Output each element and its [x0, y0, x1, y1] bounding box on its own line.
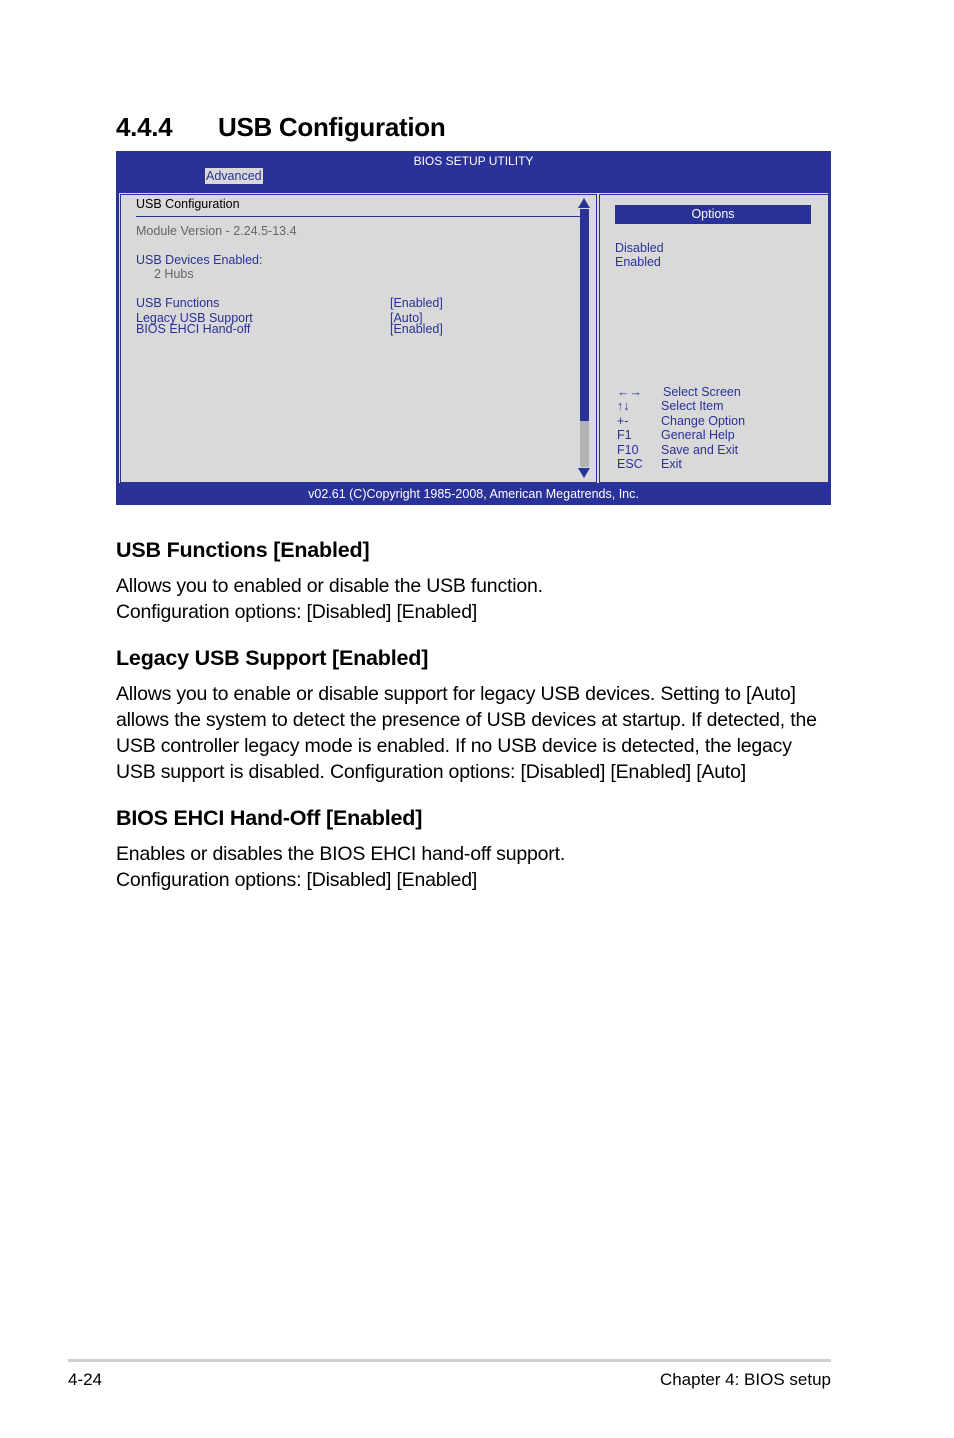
help-change-option: Change Option [661, 414, 746, 428]
help-key-plus-minus: +- [617, 414, 629, 428]
bios-main-area [119, 193, 828, 483]
bios-left-pane [120, 194, 597, 483]
bios-item-ehci-handoff[interactable]: BIOS EHCI Hand-off [136, 322, 251, 336]
text-line: USB support is disabled. Configuration options: [Disabled] [Enabled] [Auto] [116, 761, 746, 783]
usb-devices-value: 2 Hubs [154, 267, 194, 281]
help-key-arrows-ud: ↑↓ [617, 399, 630, 413]
text-line: Configuration options: [Disabled] [Enabled] [116, 869, 478, 891]
chapter-label: Chapter 4: BIOS setup [659, 1370, 831, 1389]
option-disabled[interactable]: Disabled [615, 241, 664, 255]
heading-legacy-usb: Legacy USB Support [Enabled] [116, 646, 429, 670]
heading-usb-functions: USB Functions [Enabled] [116, 538, 370, 562]
text-line: Enables or disables the BIOS EHCI hand-off support. [116, 843, 566, 865]
section-title [116, 112, 445, 143]
bios-value-ehci-handoff[interactable]: [Enabled] [390, 322, 443, 336]
text-line: Allows you to enable or disable support for legacy USB devices. Setting to [Auto] [116, 683, 796, 705]
heading-divider [136, 216, 580, 217]
bios-item-usb-functions[interactable]: USB Functions [136, 296, 220, 310]
bios-footer: v02.61 (C)Copyright 1985-2008, American Megatrends, Inc. [308, 487, 639, 501]
paragraph-ehci-handoff [116, 841, 846, 893]
paragraph-legacy-usb [116, 681, 846, 785]
paragraph-usb-functions [116, 573, 846, 625]
options-header: Options [615, 205, 811, 224]
help-select-item: Select Item [661, 399, 724, 413]
heading-ehci-handoff: BIOS EHCI Hand-Off [Enabled] [116, 806, 423, 830]
bios-value-usb-functions[interactable]: [Enabled] [390, 296, 443, 310]
footer-divider [68, 1359, 831, 1362]
help-exit: Exit [661, 457, 682, 471]
scrollbar-thumb[interactable] [580, 209, 589, 421]
text-line: allows the system to detect the presence of USB devices at startup. If detected, the [116, 709, 817, 731]
text-line: USB controller legacy mode is enabled. If no USB device is detected, the legacy [116, 735, 792, 757]
option-enabled[interactable]: Enabled [615, 255, 661, 269]
help-key-esc: ESC [617, 457, 643, 471]
scroll-up-arrow-icon[interactable] [577, 197, 591, 209]
text-line: Allows you to enabled or disable the USB function. [116, 575, 543, 597]
section-number: 4.4.4 [116, 112, 173, 142]
text-line: Configuration options: [Disabled] [Enabled] [116, 601, 478, 623]
bios-value-legacy-usb[interactable]: [Auto] [390, 311, 423, 325]
scroll-down-arrow-icon[interactable] [577, 467, 591, 479]
bios-title: BIOS SETUP UTILITY [413, 154, 534, 168]
help-save-exit: Save and Exit [661, 443, 739, 457]
section-title-text: USB Configuration [218, 112, 446, 142]
help-select-screen: Select Screen [663, 385, 741, 399]
usb-devices-label: USB Devices Enabled: [136, 253, 263, 267]
bios-right-pane [599, 194, 829, 483]
bios-heading: USB Configuration [136, 197, 240, 211]
help-key-f10: F10 [617, 443, 639, 457]
module-version: Module Version - 2.24.5-13.4 [136, 224, 297, 238]
tab-advanced[interactable]: Advanced [206, 169, 262, 183]
help-key-arrows-lr: ←→ [617, 385, 642, 399]
page-number: 4-24 [68, 1370, 103, 1389]
bios-screenshot [116, 151, 831, 505]
bios-item-legacy-usb[interactable]: Legacy USB Support [136, 311, 253, 325]
help-general-help: General Help [661, 428, 735, 442]
help-key-f1: F1 [617, 428, 632, 442]
